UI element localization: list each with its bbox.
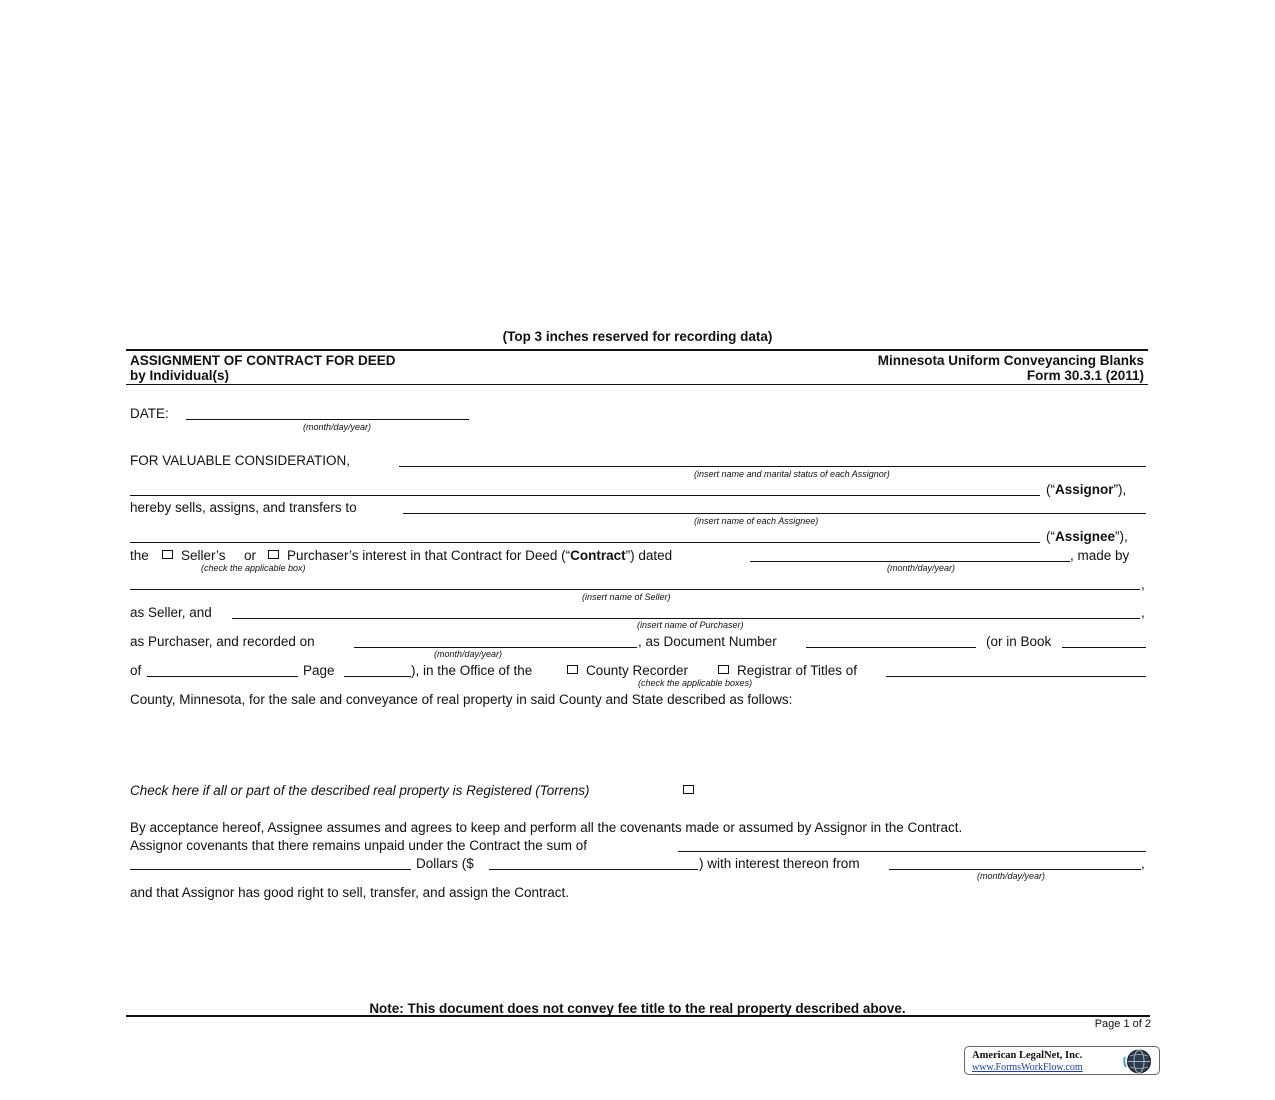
page-label: Page — [303, 663, 335, 678]
contract-date-caption: (month/day/year) — [887, 563, 956, 573]
globe-icon — [1122, 1048, 1156, 1075]
logo-name: American LegalNet, Inc. — [972, 1050, 1083, 1061]
transfers-label: hereby sells, assigns, and transfers to — [130, 500, 357, 515]
checkbox-caption: (check the applicable box) — [201, 563, 306, 573]
or-label: or — [244, 548, 257, 563]
book-field[interactable] — [1062, 647, 1146, 648]
interest-comma: , — [1141, 856, 1145, 871]
county-field[interactable] — [886, 676, 1146, 677]
county-recorder-checkbox[interactable] — [567, 665, 578, 674]
interest-from-label: ) with interest thereon from — [699, 856, 860, 871]
purchaser-field[interactable] — [232, 618, 1140, 619]
date-caption: (month/day/year) — [303, 422, 372, 432]
form-subtitle: by Individual(s) — [130, 368, 230, 383]
purchaser-caption: (insert name of Purchaser) — [637, 620, 744, 630]
header-bottom-rule — [126, 384, 1148, 385]
assignee-field[interactable] — [403, 513, 1146, 514]
form-title: ASSIGNMENT OF CONTRACT FOR DEED — [130, 353, 396, 368]
seller-checkbox[interactable] — [162, 550, 173, 559]
registrar-checkbox[interactable] — [718, 665, 729, 674]
assignee-defined-term: (“Assignee”), — [1046, 529, 1128, 544]
torrens-checkbox[interactable] — [683, 785, 694, 794]
purchaser-comma: , — [1141, 605, 1145, 620]
purchaser-checkbox[interactable] — [268, 550, 279, 559]
assignor-field-line2[interactable] — [130, 495, 1040, 496]
interest-date-field[interactable] — [889, 869, 1141, 870]
recorded-date-field[interactable] — [354, 647, 637, 648]
footer-note: Note: This document does not convey fee title to the real property described above. — [369, 1001, 906, 1016]
unpaid-sum-words-field-line2[interactable] — [130, 869, 411, 870]
made-by-label: , made by — [1070, 548, 1130, 563]
of-label: of — [130, 663, 142, 678]
contract-date-field[interactable] — [750, 561, 1070, 562]
assignor-field[interactable] — [399, 466, 1146, 467]
dollars-label: Dollars ($ — [416, 856, 474, 871]
torrens-text: Check here if all or part of the described real property is Registered (Torrens) — [130, 783, 590, 798]
seller-caption: (insert name of Seller) — [582, 592, 671, 602]
recording-note: (Top 3 inches reserved for recording data) — [502, 329, 773, 344]
interest-date-caption: (month/day/year) — [977, 871, 1046, 881]
date-field[interactable] — [186, 419, 469, 420]
date-label: DATE: — [130, 406, 169, 421]
purchaser-interest-text: Purchaser’s interest in that Contract for Deed (“Contract”) dated — [287, 548, 673, 563]
covenants-text: Assignor covenants that there remains unpaid under the Contract the sum of — [130, 838, 588, 853]
acceptance-text: By acceptance hereof, Assignee assumes and agrees to keep and perform all the covenants made or assumed by Assignor in the Contract. — [130, 820, 963, 835]
seller-option-label: Seller’s — [181, 548, 226, 563]
unpaid-sum-words-field[interactable] — [678, 851, 1146, 852]
book-of-field[interactable] — [147, 676, 298, 677]
form-number: Form 30.3.1 (2011) — [1026, 368, 1144, 383]
page-number: Page 1 of 2 — [1094, 1018, 1151, 1030]
page-field[interactable] — [344, 676, 411, 677]
registrar-label: Registrar of Titles of — [737, 663, 858, 678]
logo-url[interactable]: www.FormsWorkFlow.com — [972, 1062, 1083, 1073]
in-office-label: ), in the Office of the — [411, 663, 533, 678]
header-top-rule — [126, 349, 1148, 351]
assignor-caption: (insert name and marital status of each Assignor) — [694, 469, 890, 479]
seller-field[interactable] — [130, 589, 1140, 590]
county-text: County, Minnesota, for the sale and conveyance of real property in said County and State described as follows: — [130, 692, 793, 707]
office-checkbox-caption: (check the applicable boxes) — [638, 678, 753, 688]
document-number-label: , as Document Number — [638, 634, 777, 649]
the-label: the — [130, 548, 149, 563]
org-name: Minnesota Uniform Conveyancing Blanks — [877, 353, 1144, 368]
as-purchaser-label: as Purchaser, and recorded on — [130, 634, 315, 649]
assignee-caption: (insert name of each Assignee) — [694, 516, 819, 526]
seller-comma: , — [1141, 577, 1145, 592]
assignor-defined-term: (“Assignor”), — [1046, 482, 1127, 497]
american-legalnet-logo[interactable] — [964, 1046, 1160, 1075]
or-in-book-label: (or in Book — [986, 634, 1052, 649]
as-seller-label: as Seller, and — [130, 605, 212, 620]
county-recorder-label: County Recorder — [586, 663, 689, 678]
consideration-label: FOR VALUABLE CONSIDERATION, — [130, 453, 351, 468]
recorded-date-caption: (month/day/year) — [434, 649, 503, 659]
document-number-field[interactable] — [806, 647, 976, 648]
footer-rule — [126, 1015, 1150, 1017]
dollar-amount-field[interactable] — [489, 869, 698, 870]
right-to-sell-text: and that Assignor has good right to sell, transfer, and assign the Contract. — [130, 885, 570, 900]
assignee-field-line2[interactable] — [130, 542, 1040, 543]
